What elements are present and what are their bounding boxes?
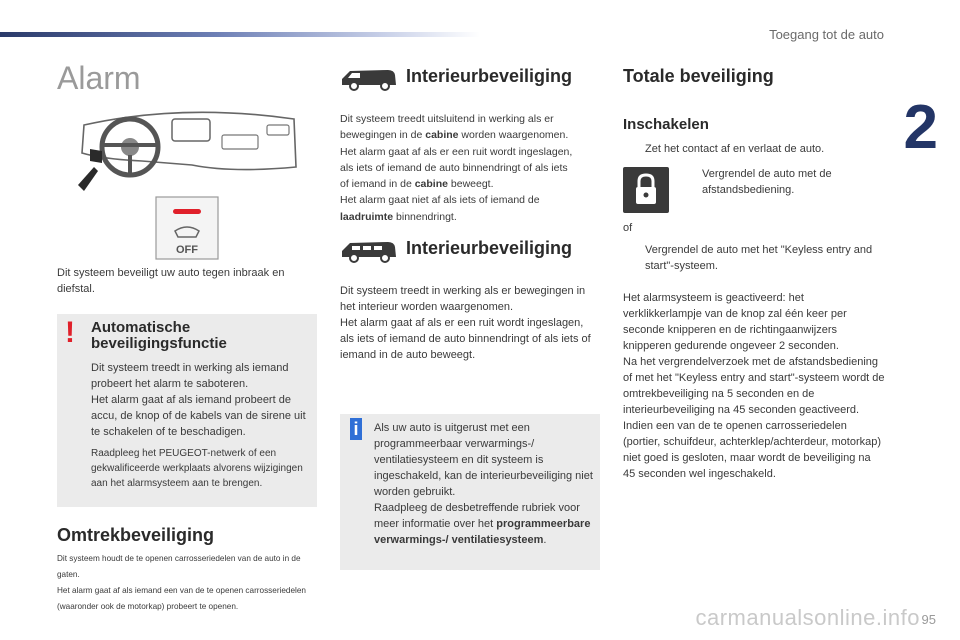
totale-para-2: Na het vergrendelverzoek met de afstandsbediening of met het "Keyless entry and start"-systeem wordt de omtrekbeveiliging na 5 seconden en de interieurbeveiliging na 45 seconden geactiveerd. [623,356,885,416]
interieur2-text-1: Dit systeem treedt in werking als er bewegingen in het interieur worden waargenomen. [340,285,586,313]
inschakelen-subtitle: Inschakelen [623,116,709,133]
totale-title: Totale beveiliging [623,66,774,86]
warning-text-3: Raadpleeg het PEUGEOT-netwerk of een gekwalificeerde werkplaats alvorens wijzigingen aan het alarmsysteem aan te brengen. [91,448,303,489]
dashboard-illustration [72,105,300,260]
warning-title-line1: Automatische [91,319,191,336]
bullet-3: Vergrendel de auto met het "Keyless entry and start"-systeem. [623,242,885,274]
bullet-1: Zet het contact af en verlaat de auto. [623,141,883,157]
page-title: Alarm [57,60,141,96]
warning-text-2: Het alarm gaat af als iemand probeert de accu, de knop of de kabels van de sirene uit te schakelen of te beschadigen. [91,394,306,438]
omtrek-text-2: Het alarm gaat af als iemand een van de te openen carrosseriedelen (waaronder ook de motorkap) probeert te openen. [57,586,306,611]
off-label: OFF [176,244,198,256]
bullet-arrow-icon [680,166,692,198]
info-icon: i [350,418,362,440]
or-text: of [623,222,633,234]
info-text-2: Raadpleeg de desbetreffende rubriek voor meer informatie over het programmeerbare verwarmings-/ ventilatiesysteem. [374,502,591,546]
bullet-2: Vergrendel de auto met de afstandsbediening. [680,166,880,198]
bullet-arrow-icon [623,141,635,157]
interieur1-text: Dit systeem treedt uitsluitend in werking als er bewegingen in de cabine worden waargenomen. Het alarm gaat af als er een ruit wordt ingeslagen, als iets of iemand de auto binnendringt of als iets of iemand in de cabine beweegt. Het alarm gaat niet af als iets of iemand de laadruimte binnendringt. [340,113,573,223]
info-text-bold: programmeerbare verwarmings-/ ventilatiesysteem [374,518,591,546]
van-cabin-icon [340,67,398,91]
info-text-1: Als uw auto is uitgerust met een programmeerbaar verwarmings-/ ventilatiesysteem en dit systeem is ingeschakeld, kan de interieurbeveiliging niet worden gebruikt. [374,422,593,498]
warning-icon: ! [65,316,75,349]
lock-icon [623,167,669,213]
omtrek-text-1: Dit systeem houdt de te openen carrosseriedelen van de auto in de gaten. [57,554,301,579]
alarm-intro-text: Dit systeem beveiligt uw auto tegen inbraak en diefstal. [57,267,285,295]
watermark: carmanualsonline.info [695,605,920,630]
bullet-arrow-icon [623,242,635,274]
page-number: 95 [921,612,936,627]
interieur1-title: Interieurbeveiliging [406,66,573,86]
omtrek-title: Omtrekbeveiliging [57,525,215,545]
interieur2-text-2: Het alarm gaat af als er een ruit wordt ingeslagen, als iets of iemand de auto binnendringt of als iets of iemand in de auto beweegt. [340,317,591,361]
interieur2-title: Interieurbeveiliging [406,238,573,258]
totale-para-3: Indien een van de te openen carrosseriedelen (portier, schuifdeur, achterklep/achterdeur, motorkap) niet goed is gesloten, maar wordt de beveiliging na 45 seconden wel ingeschakeld. [623,420,882,480]
warning-box [57,314,317,507]
pointer-arrow-icon [78,167,98,191]
chapter-number: 2 [903,93,938,162]
totale-para-1: Het alarmsysteem is geactiveerd: het verklikkerlampje van de knop zal één keer per seconde knipperen en de richtingaanwijzers knipperen gedurende ongeveer 2 seconden. [623,292,847,352]
warning-text-1: Dit systeem treedt in werking als iemand probeert het alarm te saboteren. [91,362,289,390]
van-interior-icon [340,239,398,263]
header-gradient-bar [0,32,480,37]
chapter-title: Toegang tot de auto [769,27,884,42]
warning-title-line2: beveiligingsfunctie [91,335,227,352]
info-box [340,414,600,570]
